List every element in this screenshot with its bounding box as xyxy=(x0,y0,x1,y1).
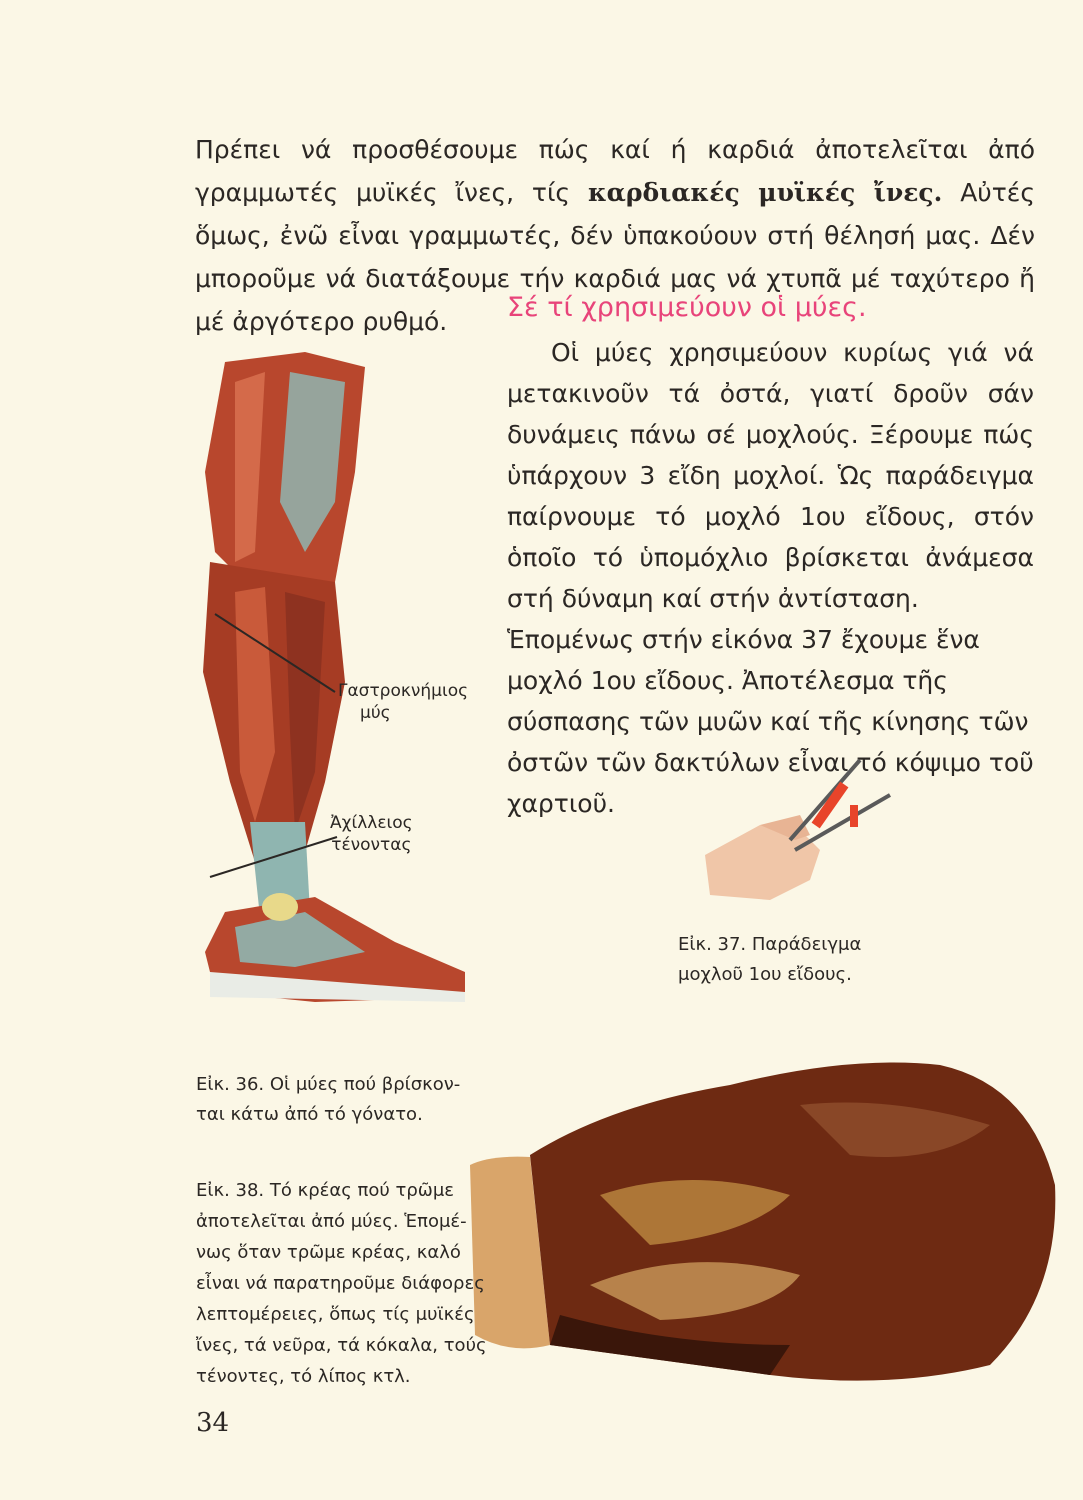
hand-scissors-illustration xyxy=(700,755,900,905)
caption-36-line1: Εἰκ. 36. Οἱ μύες πού βρίσκον- xyxy=(196,1074,461,1095)
label-achilles-line1: Ἀχίλλειος xyxy=(330,813,413,833)
intro-text-2: Αὐτές ὅμως, ἐνῶ εἶναι γραμμωτές, δέν ὑπακούουν στή θέλησή μας. Δέν μποροῦμε νά διατάξουμε τήν καρδιά μας νά χτυπᾶ μέ ταχύτερο ἤ μέ ἀργότερο ρυθμό. xyxy=(195,178,1035,336)
body-text xyxy=(507,332,1034,824)
label-achilles-line2: τένοντας xyxy=(331,835,412,855)
caption-37-line2: μοχλοῦ 1ου εἴδους. xyxy=(678,964,852,985)
caption-38-line2: ἀποτελεῖται ἀπό μύες. Ἑπομέ- xyxy=(196,1211,467,1232)
caption-figure-38 xyxy=(196,1175,487,1392)
caption-figure-36 xyxy=(196,1070,460,1130)
caption-36-line2: ται κάτω ἀπό τό γόνατο. xyxy=(196,1104,423,1125)
caption-38-line7: τένοντες, τό λίπος κτλ. xyxy=(196,1366,411,1387)
label-gastrocnemius xyxy=(338,680,468,724)
intro-text-1: Πρέπει νά προσθέσουμε πώς καί ή καρδιά ἀποτελεῖται ἀπό γραμμωτές μυϊκές ἴνες, τίς xyxy=(195,135,1035,207)
label-gastrocnemius-line2: μύς xyxy=(360,703,391,723)
meat-photo xyxy=(470,1045,1060,1395)
caption-38-line1: Εἰκ. 38. Τό κρέας πού τρῶμε xyxy=(196,1180,455,1201)
page-number: 34 xyxy=(196,1408,230,1438)
body-paragraph-2: Ἑπομένως στήν εἰκόνα 37 ἔχουμε ἕνα μοχλό 1ου εἴδους. Ἀποτέλεσμα τῆς σύσπασης τῶν μυῶν καί τῆς κίνησης τῶν ὀστῶν τῶν δακτύλων εἶναι τό κόψιμο τοῦ χαρτιοῦ. xyxy=(507,625,1034,818)
intro-bold-term: καρδιακές μυϊκές ἴνες. xyxy=(587,178,943,207)
caption-38-line6: ἴνες, τά νεῦρα, τά κόκαλα, τούς xyxy=(196,1335,487,1356)
label-achilles xyxy=(330,812,413,856)
caption-37-line1: Εἰκ. 37. Παράδειγμα xyxy=(678,934,862,955)
caption-38-line5: λεπτομέρειες, ὅπως τίς μυϊκές xyxy=(196,1304,475,1325)
caption-38-line4: εἶναι νά παρατηροῦμε διάφορες xyxy=(196,1273,485,1294)
section-title: Σέ τί χρησιμεύουν οἱ μύες. xyxy=(507,292,867,323)
caption-38-line3: νως ὅταν τρῶμε κρέας, καλό xyxy=(196,1242,461,1263)
label-gastrocnemius-line1: Γαστροκνήμιος xyxy=(338,681,469,701)
body-paragraph-1: Οἱ μύες χρησιμεύουν κυρίως γιά νά μετακινοῦν τά ὀστά, γιατί δροῦν σάν δυνάμεις πάνω σέ μοχλούς. Ξέρουμε πώς ὑπάρχουν 3 εἴδη μοχλοί. Ὡς παράδειγμα παίρνουμε τό μοχλό 1ου εἴδους, στόν ὁποῖο τό ὑπομόχλιο βρίσκεται ἀνάμεσα στή δύναμη καί στήν ἀντίσταση. xyxy=(507,338,1034,613)
caption-figure-37 xyxy=(678,930,861,990)
